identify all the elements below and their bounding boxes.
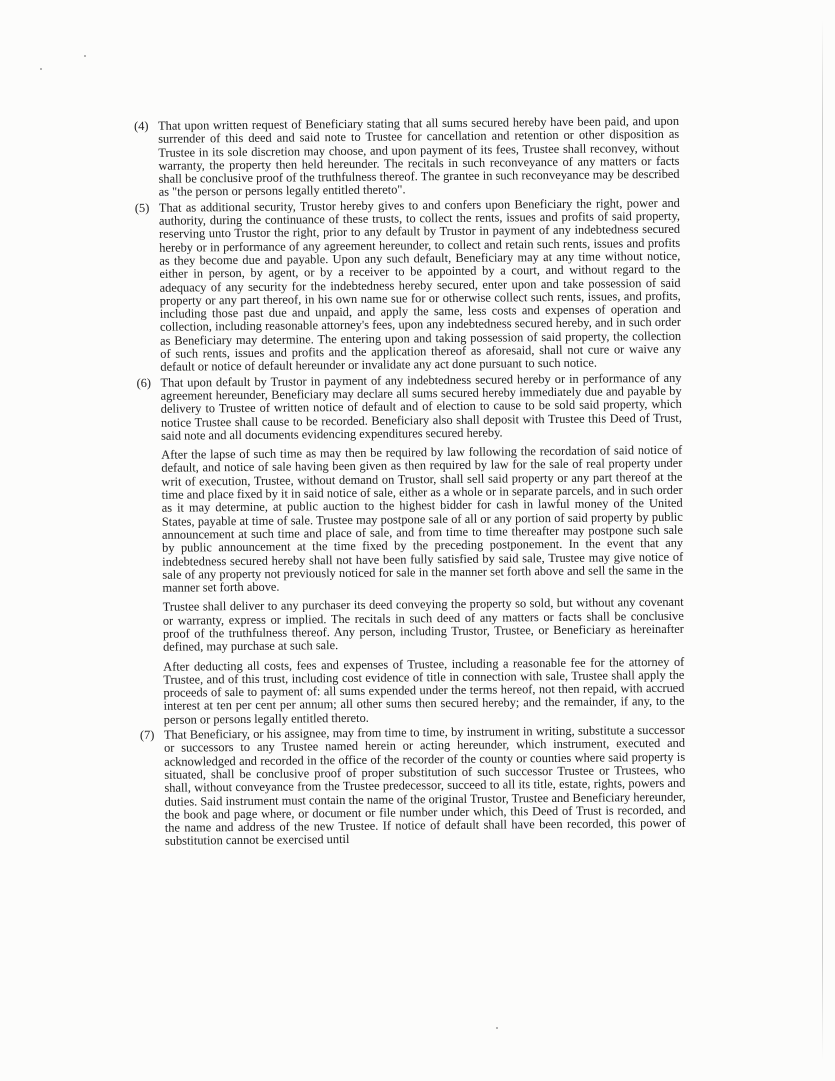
scan-speck [496, 1027, 498, 1029]
scan-speck [40, 68, 42, 70]
clause-paragraph: That as additional security, Trustor hereby gives to and confers upon Beneficiary the right, power and authority, during the continuance of these trusts, to collect the rents, issues and profits of said property, reserving unto Trustor the right, prior to any default by Trustor in payment of any indebtedness secured hereby or in performance of any agreement hereunder, to collect and retain such rents, issues and profits as they become due and payable. Upon any such default, Beneficiary may at any time without notice, either in person, by agent, or by a receiver to be appointed by a court, and without regard to the adequacy of any security for the indebtedness hereby secured, enter upon and take possession of said property or any part thereof, in his own name sue for or otherwise collect such rents, issues, and profits, including those past due and unpaid, and apply the same, less costs and expenses of operation and collection, including reasonable attorney's fees, upon any indebtedness secured hereby, and in such order as Beneficiary may determine. The entering upon and taking possession of said property, the collection of such rents, issues and profits and the application thereof as aforesaid, shall not cure or waive any default or notice of default hereunder or invalidate any act done pursuant to such notice. [158, 195, 682, 375]
clause-body [158, 115, 680, 200]
clause-number: (7) [139, 727, 155, 743]
clause-5 [135, 197, 682, 375]
clause-number: (4) [133, 118, 149, 133]
clause-paragraph: After deducting all costs, fees and expenses of Trustee, including a reasonable fee for the attorney of Trustee, and of this trust, including cost evidence of title in connection with sale, Trustee shall apply the proceeds of sale to payment of: all sums expended under the terms hereof, not then repaid, with accrued interest at ten per cent per annum; all other sums then secured hereby; and the remainder, if any, to the person or persons legally entitled thereto. [163, 654, 685, 727]
clause-paragraph: After the lapse of such time as may then be required by law following the recordation of said notice of default, and notice of sale having been given as then required by law for the sale of real property under writ of execution, Trustee, without demand on Trustor, shall sell said property or any part thereof at the time and place fixed by it in said notice of sale, either as a whole or in separate parcels, and in such order as it may determine, at public auction to the highest bidder for cash in lawful money of the United States, payable at time of sale. Trustee may postpone sale of all or any portion of said property by public announcement at such time and place of sale, and from time to time thereafter may postpone such sale by public announcement at the time fixed by the preceding postponement. In the event that any indebtedness secured hereby shall not have been fully satisfied by said sale, Trustee may give notice of sale of any property not previously noticed for sale in the manner set forth above and sell the same in the manner set forth above. [161, 442, 684, 595]
clause-paragraph: That upon written request of Beneficiary stating that all sums secured hereby have been paid, and upon surrender of this deed and said note to Trustee for cancellation and retention or other disposition as Trustee in its sole discretion may choose, and upon payment of its fees, Trustee shall reconvey, without warranty, the property then held hereunder. The recitals in such reconveyance of any matters or facts shall be conclusive proof of the truthfulness thereof. The grantee in such reconveyance may be described as "the person or persons legally entitled thereto". [157, 113, 680, 200]
clause-number: (6) [136, 375, 152, 390]
clause-body [160, 371, 684, 726]
clause-body [164, 724, 686, 849]
scan-speck [84, 55, 86, 57]
clause-paragraph: That upon default by Trustor in payment of any indebtedness secured hereby or in performance of any agreement hereunder, Beneficiary may declare all sums secured hereby immediately due and payable by delivery to Trustee of written notice of default and of election to cause to be sold said property, which notice Trustee shall cause to be recorded. Beneficiary also shall deposit with Trustee this Deed of Trust, said note and all documents evidencing expenditures secured hereby. [160, 370, 682, 443]
clause-paragraph: That Beneficiary, or his assignee, may from time to time, by instrument in writing, substitute a successor or successors to any Trustee named herein or acting hereunder, which instrument, executed and acknowledged and recorded in the office of the recorder of the county or counties where said property is situated, shall be conclusive proof of proper substitution of such successor Trustee or Trustees, who shall, without conveyance from the Trustee predecessor, succeed to all its title, estate, rights, powers and duties. Said instrument must contain the name of the original Trustor, Trustee and Beneficiary hereunder, the book and page where, or document or file number under which, this Deed of Trust is recorded, and the name and address of the new Trustee. If notice of default shall have been recorded, this power of substitution cannot be exercised until [163, 722, 686, 849]
document-body [134, 115, 686, 851]
clause-4 [134, 115, 680, 200]
clause-number: (5) [134, 200, 150, 215]
clause-6 [136, 371, 684, 727]
clause-paragraph: Trustee shall deliver to any purchaser its deed conveying the property so sold, but without any covenant or warranty, express or implied. The recitals in such deed of any matters or facts shall be conclusive proof of the truthfulness thereof. Any person, including Trustor, Trustee, or Beneficiary as hereinafter defined, may purchase at such sale. [162, 595, 684, 655]
clause-7 [140, 724, 686, 849]
clause-body [159, 197, 682, 375]
scan-edge-shadow [822, 20, 823, 1060]
